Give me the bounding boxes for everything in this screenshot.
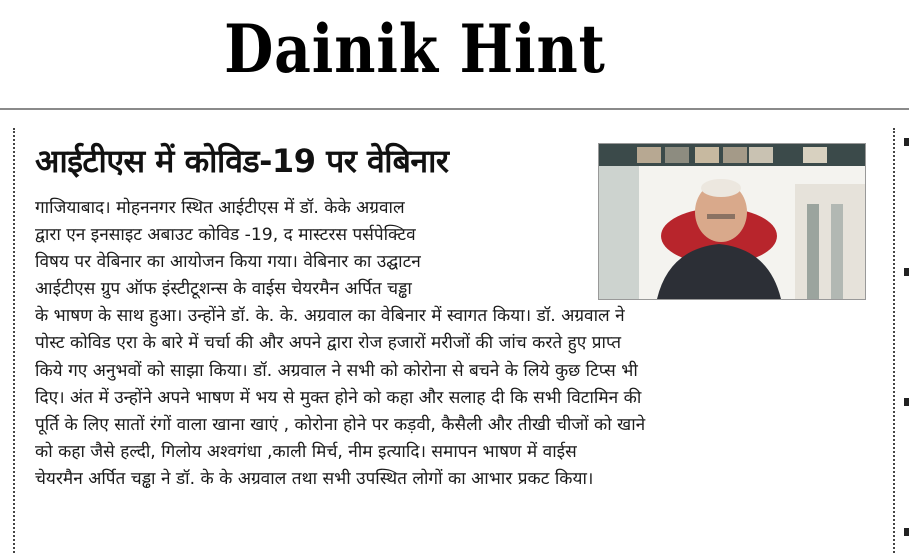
article-line: आईटीएस ग्रुप ऑफ इंस्टीटूशन्स के वाईस चेयरमैन अर्पित चड्ढा xyxy=(35,279,412,300)
article-line: के भाषण के साथ हुआ। उन्होंने डॉ. के. के. अग्रवाल का वेबिनार में स्वागत किया। डॉ. अग्रवाल ने xyxy=(35,306,625,327)
article-body xyxy=(35,195,875,493)
article-line: द्वारा एन इनसाइट अबाउट कोविड -19, द मास्टरस पर्सपेक्टिव xyxy=(35,225,416,246)
newspaper-title: Dainik Hint xyxy=(223,10,606,88)
article-line: दिए। अंत में उन्होंने अपने भाषण में भय से मुक्त होने को कहा और सलाह दी कि सभी विटामिन की xyxy=(35,387,642,408)
article-line: चेयरमैन अर्पित चड्ढा ने डॉ. के के अग्रवाल तथा सभी उपस्थित लोगों का आभार प्रकट किया। xyxy=(35,468,594,489)
masthead-divider xyxy=(0,108,909,110)
article-line: पूर्ति के लिए सातों रंगों वाला खाना खाएं , कोरोना होने पर कड़वी, कैसैली और तीखी चीजों को खाने xyxy=(35,414,646,435)
column-dotted-rule-right xyxy=(893,128,895,553)
edge-fragment-mark xyxy=(904,138,909,146)
article-line: विषय पर वेबिनार का आयोजन किया गया। वेबिनार का उद्घाटन xyxy=(35,252,421,273)
article-headline: आईटीएस में कोविड-19 पर वेबिनार xyxy=(35,142,449,180)
article-line: गाजियाबाद। मोहननगर स्थित आईटीएस में डॉ. केके अग्रवाल xyxy=(35,198,405,218)
edge-fragment-mark xyxy=(904,528,909,536)
column-dotted-rule-left xyxy=(13,128,15,553)
article-line: पोस्ट कोविड एरा के बारे में चर्चा की और अपने द्वारा रोज हजारों मरीजों की जांच करते हुए प्राप्त xyxy=(35,333,622,354)
edge-fragment-mark xyxy=(904,268,909,276)
article-line: किये गए अनुभवों को साझा किया। डॉ. अग्रवाल ने सभी को कोरोना से बचने के लिये कुछ टिप्स भी xyxy=(35,360,638,381)
edge-fragment-mark xyxy=(904,398,909,406)
masthead xyxy=(0,0,829,108)
article-line: को कहा जैसे हल्दी, गिलोय अश्वगंधा ,काली मिर्च, नीम इत्यादि। समापन भाषण में वाईस xyxy=(35,441,577,462)
